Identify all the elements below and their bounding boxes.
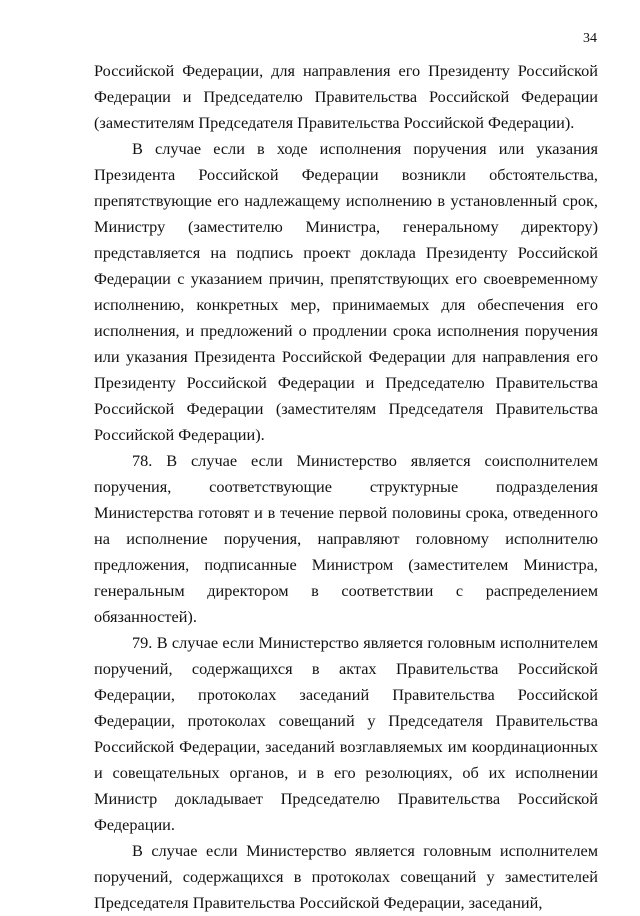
paragraph-78: 78. В случае если Министерство является соисполнителем поручения, соответствующие структурные подразделения Министерства готовят и в течение первой половины срока, отведенного на исполнение поручения, направляют головному исполнителю предложения, подписанные Министром (заместителем Министра, генеральным директором в соответствии с распределением обязанностей). bbox=[94, 451, 598, 626]
paragraph-79: 79. В случае если Министерство является головным исполнителем поручений, содержащихся в актах Правительства Российской Федерации, протоколах заседаний Правительства Российской Федерации, протоколах совещаний у Председателя Правительства Российской Федерации, заседаний возглавляемых им координационных и совещательных органов, и в его резолюциях, об их исполнении Министр докладывает Председателю Правительства Российской Федерации. bbox=[94, 633, 598, 834]
document-body bbox=[94, 58, 598, 916]
paragraph-delay-report: В случае если в ходе исполнения поручения или указания Президента Российской Федерации возникли обстоятельства, препятствующие его надлежащему исполнению в установленный срок, Министру (заместителю Министра, генеральному директору) представляется на подпись проект доклада Президенту Российской Федерации с указанием причин, препятствующих его своевременному исполнению, конкретных мер, принимаемых для обеспечения его исполнения, и предложений о продлении срока исполнения поручения или указания Президента Российской Федерации для направления его Президенту Российской Федерации и Председателю Правительства Российской Федерации (заместителям Председателя Правительства Российской Федерации). bbox=[94, 139, 598, 444]
paragraph-lead-executor: В случае если Министерство является головным исполнителем поручений, содержащихся в протоколах совещаний у заместителей Председателя Правительства Российской Федерации, заседаний, bbox=[94, 841, 598, 912]
page-number: 34 bbox=[583, 31, 597, 46]
paragraph-continuation: Российской Федерации, для направления его Президенту Российской Федерации и Председателю Правительства Российской Федерации (заместителям Председателя Правительства Российской Федерации). bbox=[94, 61, 598, 132]
